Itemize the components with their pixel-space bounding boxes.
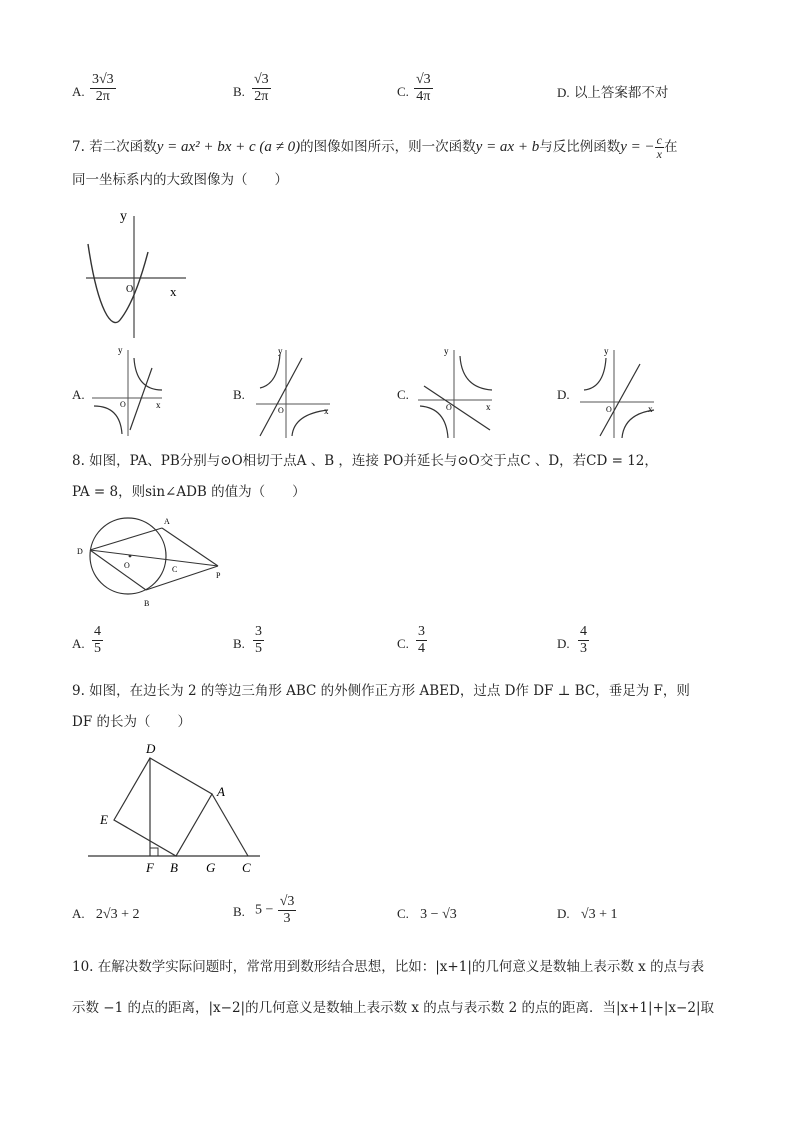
label-b: B [170,860,178,875]
q9-square-triangle-figure [84,738,264,878]
label-d: D [77,547,83,556]
q8-option-a-fraction [92,624,103,657]
q9-option-a-text: 2√3 + 2 [95,907,140,922]
q7-expr3: y = − [620,139,655,155]
q9-option-d [557,904,617,925]
q8-stem-line1: 8. 如图，PA、PB分别与⊙O相切于点A 、B ，连接 PO并延长与⊙O交于点C 、D，若CD = 12， [72,453,658,469]
fraction-numerator: c [656,133,662,147]
q8-option-c-fraction [416,624,427,657]
label-c: C [172,565,178,574]
q7-frac [655,134,664,161]
fraction-numerator: 4 [580,624,587,639]
y-axis-label: y [118,345,123,355]
fraction-denominator: 2π [254,89,269,104]
q7-text3: 与反比例函数 [539,139,621,155]
fraction-denominator: 4 [418,641,425,656]
origin-label: O [606,405,612,414]
q9-option-a [72,904,139,925]
right-angle-mark [150,848,158,856]
square-abed [114,758,212,856]
q9-option-c-label: C. [397,906,409,921]
q6-option-a-label: A. [72,84,85,99]
fraction-denominator: 4π [416,89,431,104]
x-axis-label: x [486,402,491,412]
q6-option-d [557,83,668,103]
hyperbola-branch [460,356,492,390]
hyperbola-branch [94,406,122,434]
y-axis-label: y [120,209,127,224]
q9-option-b-fraction [278,894,297,927]
fraction-denominator: 3 [283,911,291,926]
q8-option-b-fraction [253,624,264,657]
origin-label: O [446,403,452,412]
q9-option-b-label: B. [233,904,245,919]
fraction-denominator: x [656,147,662,161]
q9-option-c [397,904,457,925]
q7-option-c-graph [416,344,496,440]
q9-stem-line2: DF 的长为（ ） [72,714,191,730]
hyperbola-branch [622,410,654,438]
q6-option-d-text: 以上答案都不对 [573,85,669,101]
q7-stem-line1 [72,134,677,161]
q8-circle-tangent-figure [72,508,232,612]
q6-option-b-fraction [252,72,271,105]
q7-parabola-graph [82,202,202,342]
label-a: A [164,517,170,526]
q10-stem-line2: 示数 −1 的点的距离，|x−2|的几何意义是数轴上表示数 x 的点与表示数 2 的点的距离．当|x+1|+|x−2|取 [72,1000,714,1016]
q7-option-d-graph [578,344,658,440]
label-a: A [217,784,225,799]
q6-option-c-fraction [414,72,433,105]
origin-label: O [278,406,284,415]
q10-stem-line1: 10. 在解决数学实际问题时，常常用到数形结合思想，比如：|x+1|的几何意义是数轴上表示数 x 的点与表 [72,959,705,975]
question-number: 7. [72,139,85,155]
fraction-denominator: 5 [255,641,262,656]
fraction-numerator: 3√3 [92,72,114,87]
label-o: O [124,561,130,570]
q7-option-d-label: D. [557,387,570,402]
label-d: D [146,741,156,756]
tangent-pb [146,566,218,590]
q9-stem-line1: 9. 如图，在边长为 2 的等边三角形 ABC 的外侧作正方形 ABED，过点 D作 DF ⊥ BC，垂足为 F，则 [72,683,690,699]
fraction-denominator: 2π [95,89,110,104]
fraction-denominator: 3 [580,641,587,656]
q9-option-b-pre: 5 − [255,902,274,918]
origin-label: O [126,284,134,295]
q8-stem-line2: PA = 8，则sin∠ADB 的值为（ ） [72,484,306,500]
q7-text4: 在 [663,139,678,155]
y-axis-label: y [278,346,283,356]
q9-option-d-label: D. [557,906,570,921]
x-axis-label: x [170,284,177,299]
q8-option-b-label: B. [233,636,245,651]
q6-option-b-label: B. [233,84,245,99]
side-ac [212,794,248,856]
hyperbola-branch [134,358,162,390]
fraction-numerator: 4 [94,624,101,639]
circle-o [90,518,166,594]
line-graph [424,386,490,430]
y-axis-label: y [444,346,449,356]
label-f: F [146,860,154,875]
q9-option-a-label: A. [72,906,85,921]
label-p: P [216,571,221,580]
line-graph [600,364,640,436]
q9-option-d-text: √3 + 1 [580,907,618,922]
q8-option-a-label: A. [72,636,85,651]
parabola-curve [88,244,148,323]
fraction-denominator: 5 [94,641,101,656]
fraction-numerator: √3 [279,894,295,909]
origin-label: O [120,400,126,409]
fraction-numerator: 3 [418,624,425,639]
y-axis-label: y [604,346,609,356]
hyperbola-branch [584,358,606,390]
q8-option-d-fraction [578,624,589,657]
fraction-numerator: √3 [254,72,269,87]
q7-stem-line2: 同一坐标系内的大致图像为（ ） [72,172,288,188]
fraction-numerator: √3 [416,72,431,87]
label-c: C [242,860,251,875]
q7-option-a-label: A. [72,387,85,402]
q8-option-c-label: C. [397,636,409,651]
x-axis-label: x [648,404,653,414]
line-graph [130,368,152,430]
q7-expr2: y = ax + b [475,139,540,155]
q7-option-a-graph [90,344,166,440]
q7-expr1: y = ax² + bx + c (a ≠ 0) [156,139,301,155]
x-axis-label: x [156,400,161,410]
hyperbola-branch [292,410,328,436]
x-axis-label: x [324,406,329,416]
q7-option-b-label: B. [233,387,245,402]
center-point [129,555,132,558]
hyperbola-branch [260,354,280,388]
q6-option-d-label: D. [557,85,570,100]
q7-option-c-label: C. [397,387,409,402]
chord-da [90,528,162,550]
hyperbola-branch [420,406,448,438]
label-g: G [206,860,216,875]
q6-option-c-label: C. [397,84,409,99]
q9-option-b-expression [255,894,296,927]
q7-text1: 若二次函数 [89,139,157,155]
label-b: B [144,599,150,608]
q7-text2: 的图像如图所示，则一次函数 [300,139,476,155]
label-e: E [100,812,108,827]
q7-option-b-graph [254,344,334,440]
q9-option-c-text: 3 − √3 [420,907,457,922]
q6-option-a-fraction [90,72,116,105]
q8-option-d-label: D. [557,636,570,651]
fraction-numerator: 3 [255,624,262,639]
